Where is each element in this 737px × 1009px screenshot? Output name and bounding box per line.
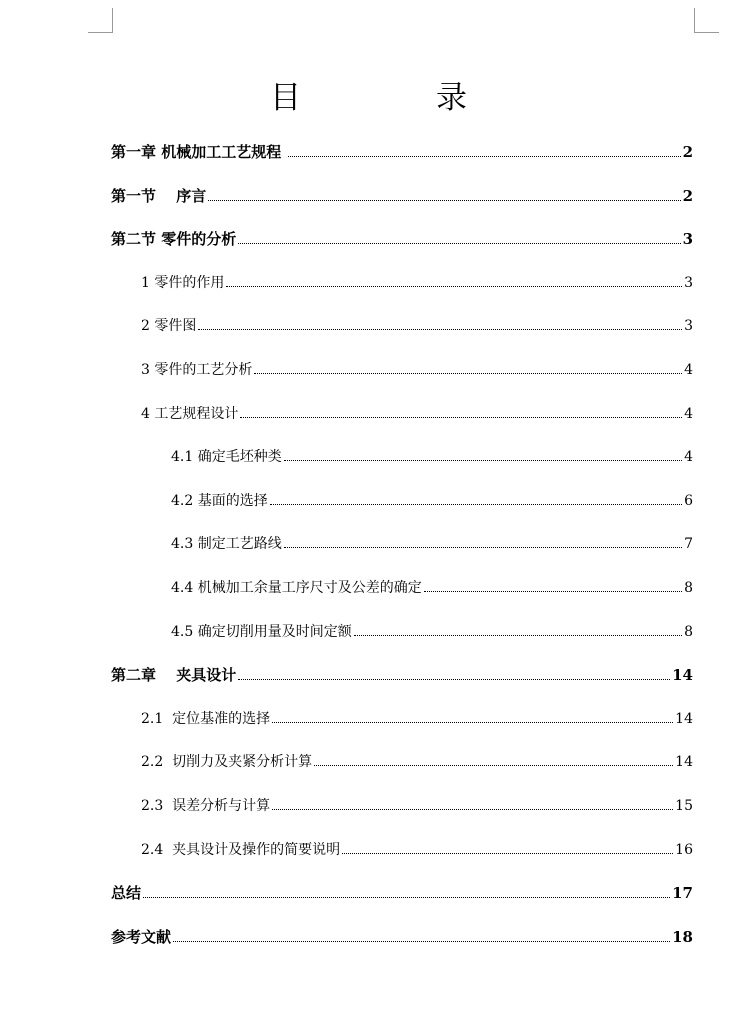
- dot-leader: [240, 417, 682, 418]
- toc-entry-title: 4.4 机械加工余量工序尺寸及公差的确定: [171, 580, 422, 596]
- toc-entry-title: 2.4 夹具设计及操作的简要说明: [141, 841, 341, 858]
- dot-leader: [288, 156, 680, 157]
- toc-entry-page-number: 18: [672, 927, 693, 946]
- dot-leader: [238, 243, 680, 244]
- toc-entry-page-number: 2: [682, 143, 693, 161]
- toc-entry-title: 2 零件图: [141, 318, 197, 335]
- toc-entry-page-number: 16: [675, 841, 693, 858]
- dot-leader: [314, 765, 673, 766]
- toc-entry-title: 参考文献: [111, 927, 172, 946]
- toc-entry[interactable]: [111, 882, 693, 904]
- toc-entry-title: 4.5 确定切削用量及时间定额: [171, 623, 352, 640]
- toc-entry-page-number: 4: [684, 362, 693, 378]
- dot-leader: [354, 635, 682, 636]
- toc-entry-title: 4.2 基面的选择: [171, 492, 268, 509]
- toc-entry-page-number: 2: [682, 186, 693, 205]
- dot-leader: [424, 591, 682, 592]
- toc-entry[interactable]: [111, 664, 693, 686]
- toc-entry[interactable]: [141, 839, 693, 861]
- toc-entry[interactable]: [141, 272, 693, 294]
- toc-entry-title: 1 零件的作用: [141, 274, 225, 291]
- toc-entry[interactable]: [111, 926, 693, 948]
- toc-entry-page-number: 3: [684, 318, 693, 335]
- toc-entry-title: 2.3 误差分析与计算: [141, 798, 271, 814]
- page-title: 目 录: [270, 80, 519, 116]
- toc-entry-page-number: 4: [684, 449, 693, 466]
- toc-entry[interactable]: [141, 403, 693, 425]
- toc-entry-title: 2.1 定位基准的选择: [141, 710, 271, 727]
- dot-leader: [272, 809, 673, 810]
- dot-leader: [226, 286, 682, 287]
- toc-entry[interactable]: [141, 708, 693, 730]
- toc-entry[interactable]: [111, 185, 693, 207]
- toc-entry-title: 4.3 制定工艺路线: [171, 536, 282, 553]
- toc-entry-page-number: 3: [684, 274, 693, 291]
- toc-entry[interactable]: [141, 359, 693, 381]
- dot-leader: [143, 897, 670, 898]
- toc-entry-page-number: 6: [684, 492, 693, 509]
- toc-entry-title: 2.2 切削力及夹紧分析计算: [141, 754, 313, 771]
- toc-entry-title: 总结: [111, 884, 142, 903]
- dot-leader: [254, 373, 682, 374]
- toc-entry-page-number: 8: [684, 623, 693, 640]
- dot-leader: [208, 200, 680, 201]
- page-corner-mark-right: [694, 8, 719, 33]
- toc-entry[interactable]: [111, 228, 693, 250]
- toc-entry[interactable]: [141, 795, 693, 817]
- toc-entry[interactable]: [171, 533, 693, 555]
- toc-entry-page-number: 17: [672, 884, 693, 903]
- toc-entry-title: 第一节 序言: [111, 186, 207, 205]
- toc-entry[interactable]: [111, 141, 693, 163]
- toc-entry-title: 4.1 确定毛坯种类: [171, 449, 282, 466]
- dot-leader: [284, 547, 682, 548]
- toc-entry-title: 第二章 夹具设计: [111, 666, 237, 685]
- toc-entry-page-number: 7: [684, 536, 693, 553]
- toc-entry[interactable]: [171, 490, 693, 512]
- toc-entry-page-number: 15: [675, 798, 693, 814]
- dot-leader: [270, 504, 682, 505]
- toc-entry-page-number: 3: [682, 230, 693, 249]
- toc-entry-page-number: 4: [684, 405, 693, 422]
- toc-entry[interactable]: [171, 446, 693, 468]
- toc-entry-title: 4 工艺规程设计: [141, 405, 239, 422]
- toc-entry[interactable]: [141, 751, 693, 773]
- toc-entry-page-number: 8: [684, 580, 693, 596]
- toc-entry-title: 3 零件的工艺分析: [141, 362, 253, 378]
- toc-entry[interactable]: [171, 621, 693, 643]
- dot-leader: [198, 329, 682, 330]
- toc-entry-page-number: 14: [672, 666, 693, 685]
- dot-leader: [284, 460, 682, 461]
- dot-leader: [238, 679, 670, 680]
- toc-entry-page-number: 14: [675, 754, 693, 771]
- toc-entry[interactable]: [141, 315, 693, 337]
- dot-leader: [342, 853, 673, 854]
- toc-entry-page-number: 14: [675, 710, 693, 727]
- toc-entry-title: 第二节 零件的分析: [111, 230, 237, 249]
- toc-entry[interactable]: [171, 577, 693, 599]
- toc-entry-title: 第一章 机械加工工艺规程: [111, 143, 287, 161]
- page-corner-mark-left: [88, 8, 113, 33]
- dot-leader: [272, 722, 673, 723]
- dot-leader: [173, 941, 670, 942]
